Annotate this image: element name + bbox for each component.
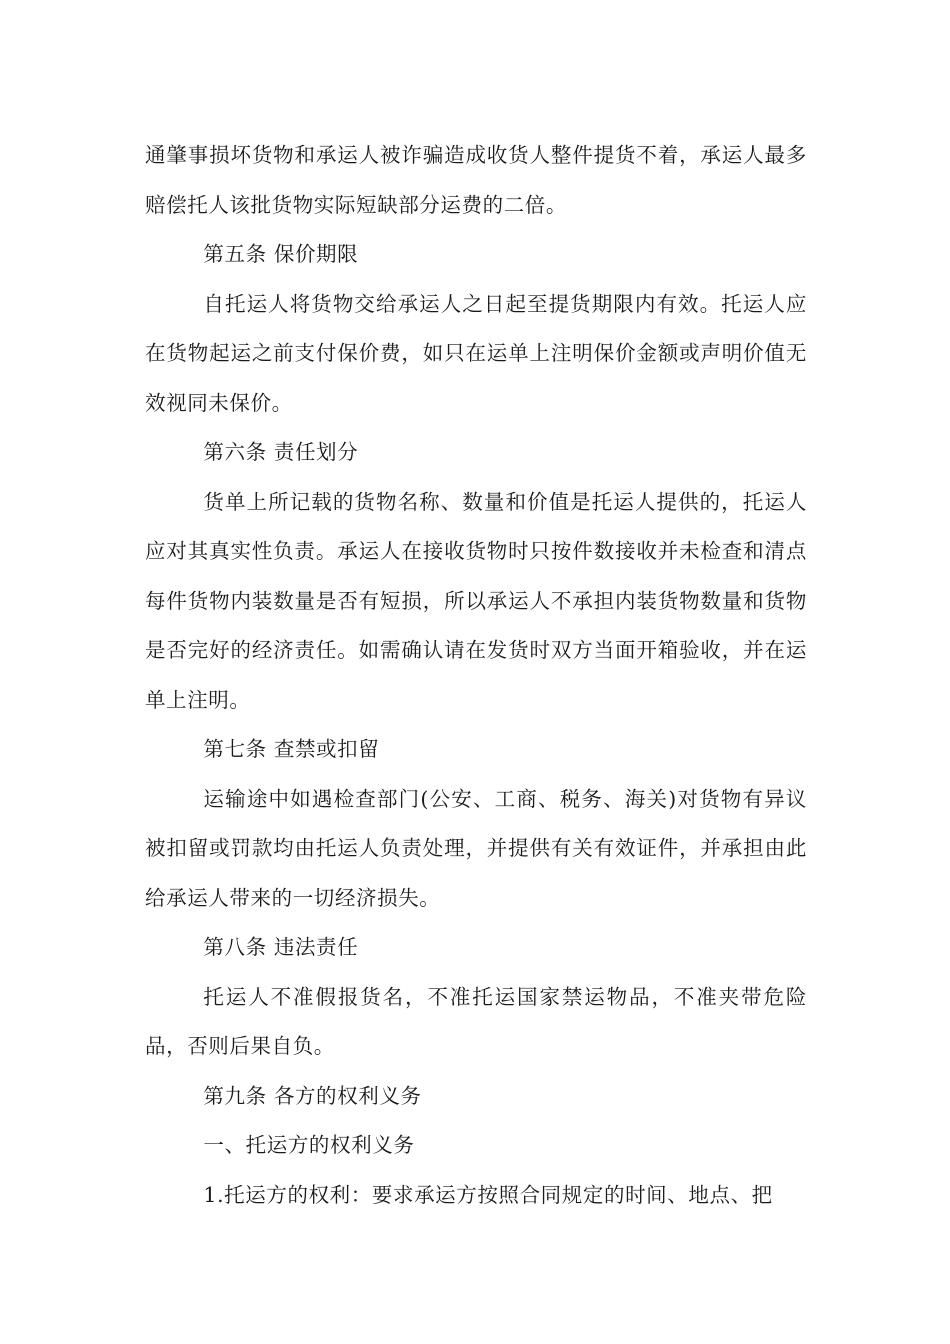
document-body [145, 131, 807, 1220]
article-5-paragraph: 自托运人将货物交给承运人之日起至提货期限内有效。托运人应在货物起运之前支付保价费，如只在运单上注明保价金额或声明价值无效视同未保价。 [145, 291, 807, 415]
article-7-heading: 第七条 查禁或扣留 [203, 737, 380, 761]
article-9-heading: 第九条 各方的权利义务 [203, 1083, 422, 1108]
article-5-heading: 第五条 保价期限 [203, 242, 359, 266]
section-1-item-1: 1.托运方的权利：要求承运方按照合同规定的时间、地点、把 [203, 1182, 773, 1207]
article-8-heading: 第八条 违法责任 [203, 935, 359, 959]
section-1-heading: 一、托运方的权利义务 [203, 1133, 415, 1157]
article-7-paragraph: 运输途中如遇检查部门(公安、工商、税务、海关)对货物有异议被扣留或罚款均由托运人负责处理，并提供有关有效证件，并承担由此给承运人带来的一切经济损失。 [145, 786, 807, 910]
article-6-paragraph: 货单上所记载的货物名称、数量和价值是托运人提供的，托运人应对其真实性负责。承运人在接收货物时只按件数接收并未检查和清点每件货物内装数量是否有短损，所以承运人不承担内装货物数量和货物是否完好的经济责任。如需确认请在发货时双方当面开箱验收，并在运单上注明。 [145, 489, 807, 712]
article-8-paragraph: 托运人不准假报货名，不准托运国家禁运物品，不准夹带危险品，否则后果自负。 [145, 984, 807, 1058]
article-6-heading: 第六条 责任划分 [203, 440, 359, 464]
paragraph-continued: 通肇事损坏货物和承运人被诈骗造成收货人整件提货不着，承运人最多赔偿托人该批货物实际短缺部分运费的二倍。 [145, 143, 807, 217]
